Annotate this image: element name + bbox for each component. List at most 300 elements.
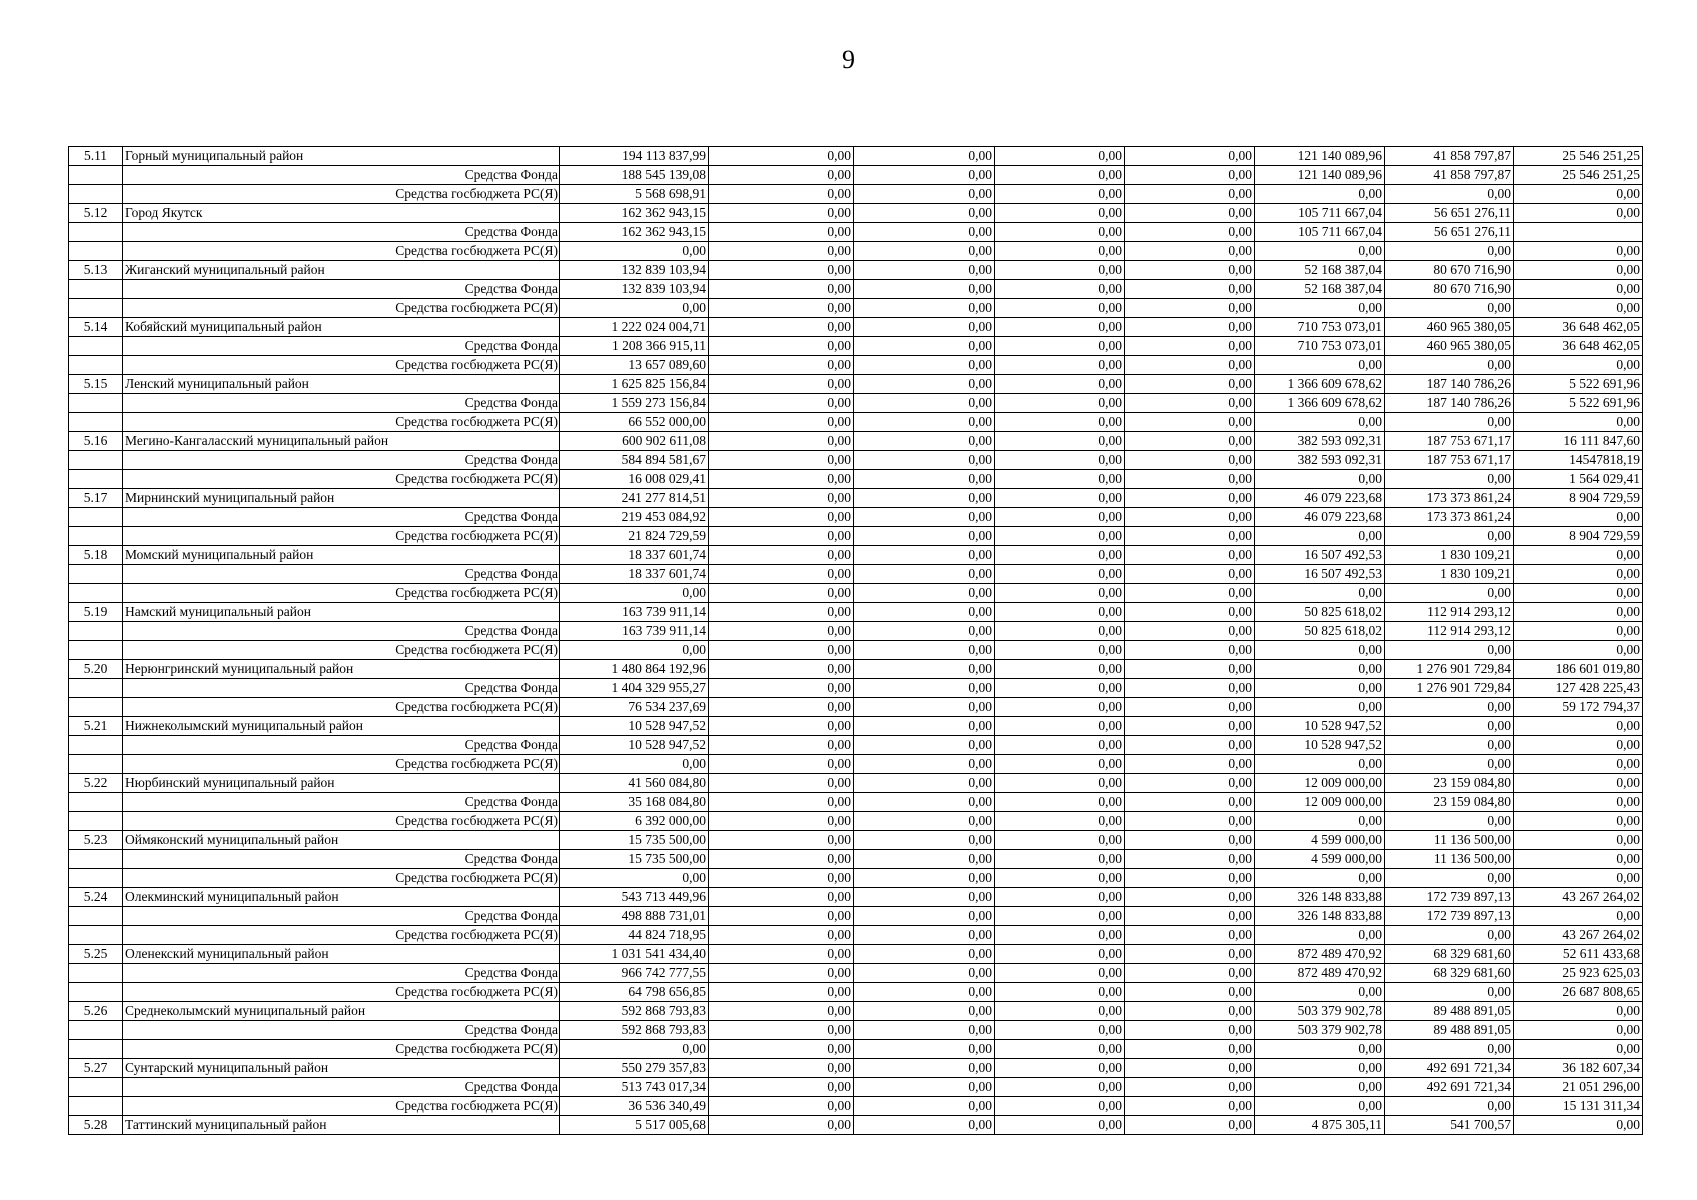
value-cell: 16 008 029,41 [560, 470, 709, 489]
value-cell: 25 546 251,25 [1514, 147, 1643, 166]
row-number: 5.13 [69, 261, 123, 280]
district-name: Ленский муниципальный район [123, 375, 560, 394]
table-subrow [69, 850, 1643, 869]
table-row [69, 1059, 1643, 1078]
row-number [69, 679, 123, 698]
value-cell: 0,00 [995, 280, 1125, 299]
value-cell: 0,00 [1255, 299, 1385, 318]
value-cell: 0,00 [560, 755, 709, 774]
value-cell: 162 362 943,15 [560, 223, 709, 242]
value-cell: 0,00 [1385, 1097, 1514, 1116]
value-cell: 0,00 [709, 1040, 854, 1059]
value-cell: 0,00 [854, 166, 995, 185]
value-cell: 25 546 251,25 [1514, 166, 1643, 185]
value-cell: 0,00 [1125, 831, 1255, 850]
table-subrow [69, 983, 1643, 1002]
row-number: 5.11 [69, 147, 123, 166]
value-cell: 0,00 [1385, 755, 1514, 774]
table-subrow [69, 736, 1643, 755]
value-cell: 0,00 [1125, 660, 1255, 679]
value-cell: 21 051 296,00 [1514, 1078, 1643, 1097]
value-cell: 0,00 [854, 356, 995, 375]
value-cell: 0,00 [995, 622, 1125, 641]
value-cell: 219 453 084,92 [560, 508, 709, 527]
value-cell: 0,00 [709, 831, 854, 850]
value-cell: 0,00 [709, 850, 854, 869]
value-cell: 0,00 [1125, 736, 1255, 755]
value-cell: 0,00 [1514, 1002, 1643, 1021]
row-number [69, 1021, 123, 1040]
value-cell: 0,00 [995, 755, 1125, 774]
value-cell: 0,00 [1125, 375, 1255, 394]
value-cell: 0,00 [1385, 869, 1514, 888]
value-cell: 0,00 [854, 584, 995, 603]
row-number: 5.20 [69, 660, 123, 679]
row-number: 5.14 [69, 318, 123, 337]
value-cell: 0,00 [1125, 356, 1255, 375]
value-cell: 0,00 [1125, 527, 1255, 546]
value-cell: 382 593 092,31 [1255, 432, 1385, 451]
value-cell: 0,00 [1125, 166, 1255, 185]
value-cell: 0,00 [995, 185, 1125, 204]
value-cell: 0,00 [854, 147, 995, 166]
value-cell: 0,00 [995, 299, 1125, 318]
value-cell: 0,00 [1125, 299, 1255, 318]
value-cell: 492 691 721,34 [1385, 1078, 1514, 1097]
value-cell: 0,00 [709, 888, 854, 907]
value-cell: 0,00 [1385, 470, 1514, 489]
value-cell: 0,00 [1125, 204, 1255, 223]
value-cell: 543 713 449,96 [560, 888, 709, 907]
value-cell: 59 172 794,37 [1514, 698, 1643, 717]
value-cell: 0,00 [995, 204, 1125, 223]
value-cell: 0,00 [1255, 983, 1385, 1002]
value-cell: 0,00 [995, 869, 1125, 888]
row-number: 5.17 [69, 489, 123, 508]
value-cell: 5 517 005,68 [560, 1116, 709, 1135]
value-cell: 12 009 000,00 [1255, 793, 1385, 812]
value-cell: 0,00 [1125, 964, 1255, 983]
funding-source-name: Средства госбюджета РС(Я) [123, 1040, 560, 1059]
value-cell: 0,00 [1514, 1116, 1643, 1135]
value-cell: 0,00 [854, 223, 995, 242]
row-number: 5.12 [69, 204, 123, 223]
value-cell: 0,00 [995, 641, 1125, 660]
table-row [69, 204, 1643, 223]
value-cell: 0,00 [995, 1021, 1125, 1040]
value-cell: 0,00 [709, 375, 854, 394]
value-cell: 14547818,19 [1514, 451, 1643, 470]
value-cell: 6 392 000,00 [560, 812, 709, 831]
table-subrow [69, 470, 1643, 489]
value-cell: 0,00 [995, 850, 1125, 869]
table-row [69, 1116, 1643, 1135]
value-cell: 0,00 [1125, 622, 1255, 641]
value-cell: 0,00 [854, 242, 995, 261]
value-cell: 0,00 [995, 698, 1125, 717]
value-cell: 0,00 [854, 717, 995, 736]
value-cell: 710 753 073,01 [1255, 337, 1385, 356]
funding-source-name: Средства госбюджета РС(Я) [123, 983, 560, 1002]
value-cell: 0,00 [709, 147, 854, 166]
value-cell: 0,00 [709, 299, 854, 318]
table-subrow [69, 1021, 1643, 1040]
value-cell: 52 168 387,04 [1255, 261, 1385, 280]
value-cell: 503 379 902,78 [1255, 1002, 1385, 1021]
value-cell: 36 182 607,34 [1514, 1059, 1643, 1078]
value-cell: 0,00 [1255, 660, 1385, 679]
value-cell: 0,00 [709, 983, 854, 1002]
value-cell: 0,00 [1255, 1078, 1385, 1097]
value-cell: 0,00 [995, 660, 1125, 679]
value-cell: 0,00 [1255, 698, 1385, 717]
funding-source-name: Средства госбюджета РС(Я) [123, 926, 560, 945]
value-cell: 0,00 [995, 907, 1125, 926]
value-cell: 0,00 [854, 907, 995, 926]
value-cell: 8 904 729,59 [1514, 489, 1643, 508]
value-cell: 0,00 [709, 622, 854, 641]
value-cell: 0,00 [1125, 603, 1255, 622]
table-subrow [69, 679, 1643, 698]
table-subrow [69, 964, 1643, 983]
value-cell: 498 888 731,01 [560, 907, 709, 926]
row-number [69, 1040, 123, 1059]
funding-source-name: Средства госбюджета РС(Я) [123, 185, 560, 204]
value-cell: 0,00 [854, 679, 995, 698]
value-cell: 1 208 366 915,11 [560, 337, 709, 356]
row-number [69, 793, 123, 812]
value-cell: 550 279 357,83 [560, 1059, 709, 1078]
value-cell: 0,00 [560, 299, 709, 318]
funding-source-name: Средства госбюджета РС(Я) [123, 470, 560, 489]
table-subrow [69, 869, 1643, 888]
table-subrow [69, 1040, 1643, 1059]
value-cell: 0,00 [1125, 185, 1255, 204]
value-cell: 0,00 [1255, 356, 1385, 375]
row-number [69, 166, 123, 185]
table-subrow [69, 280, 1643, 299]
value-cell: 0,00 [854, 660, 995, 679]
value-cell: 0,00 [854, 736, 995, 755]
funding-source-name: Средства госбюджета РС(Я) [123, 299, 560, 318]
table-subrow [69, 641, 1643, 660]
value-cell: 0,00 [1514, 717, 1643, 736]
value-cell: 0,00 [709, 394, 854, 413]
value-cell: 0,00 [560, 1040, 709, 1059]
funding-source-name: Средства госбюджета РС(Я) [123, 869, 560, 888]
row-number [69, 755, 123, 774]
value-cell: 0,00 [709, 470, 854, 489]
value-cell: 0,00 [854, 1040, 995, 1059]
value-cell: 112 914 293,12 [1385, 622, 1514, 641]
value-cell: 16 507 492,53 [1255, 546, 1385, 565]
row-number [69, 280, 123, 299]
value-cell: 1 830 109,21 [1385, 565, 1514, 584]
table-row [69, 489, 1643, 508]
value-cell: 0,00 [854, 755, 995, 774]
value-cell: 0,00 [854, 774, 995, 793]
value-cell: 0,00 [995, 337, 1125, 356]
row-number [69, 641, 123, 660]
value-cell: 0,00 [709, 907, 854, 926]
row-number [69, 926, 123, 945]
value-cell: 0,00 [1514, 508, 1643, 527]
funding-source-name: Средства госбюджета РС(Я) [123, 527, 560, 546]
value-cell: 0,00 [709, 1002, 854, 1021]
value-cell: 127 428 225,43 [1514, 679, 1643, 698]
row-number: 5.16 [69, 432, 123, 451]
table-subrow [69, 223, 1643, 242]
value-cell: 0,00 [854, 964, 995, 983]
value-cell: 0,00 [709, 356, 854, 375]
value-cell: 0,00 [995, 983, 1125, 1002]
value-cell: 0,00 [1514, 850, 1643, 869]
value-cell: 0,00 [1125, 907, 1255, 926]
value-cell: 0,00 [709, 1116, 854, 1135]
table-row [69, 261, 1643, 280]
value-cell: 1 559 273 156,84 [560, 394, 709, 413]
row-number: 5.25 [69, 945, 123, 964]
value-cell: 46 079 223,68 [1255, 489, 1385, 508]
table-row [69, 318, 1643, 337]
value-cell: 26 687 808,65 [1514, 983, 1643, 1002]
value-cell: 0,00 [1125, 565, 1255, 584]
value-cell: 66 552 000,00 [560, 413, 709, 432]
value-cell: 0,00 [854, 489, 995, 508]
value-cell: 0,00 [1514, 356, 1643, 375]
value-cell: 50 825 618,02 [1255, 603, 1385, 622]
value-cell: 5 568 698,91 [560, 185, 709, 204]
value-cell: 0,00 [1514, 584, 1643, 603]
value-cell: 1 564 029,41 [1514, 470, 1643, 489]
row-number [69, 565, 123, 584]
value-cell: 0,00 [1514, 261, 1643, 280]
value-cell: 0,00 [995, 166, 1125, 185]
row-number [69, 869, 123, 888]
value-cell: 0,00 [1125, 337, 1255, 356]
value-cell: 0,00 [1125, 584, 1255, 603]
value-cell: 0,00 [854, 945, 995, 964]
value-cell: 0,00 [709, 698, 854, 717]
value-cell: 0,00 [995, 451, 1125, 470]
value-cell: 0,00 [1514, 1040, 1643, 1059]
value-cell: 0,00 [1514, 565, 1643, 584]
row-number [69, 508, 123, 527]
value-cell: 0,00 [1385, 926, 1514, 945]
value-cell: 172 739 897,13 [1385, 907, 1514, 926]
table-subrow [69, 793, 1643, 812]
table-subrow [69, 584, 1643, 603]
value-cell: 460 965 380,05 [1385, 318, 1514, 337]
table-subrow [69, 755, 1643, 774]
table-subrow [69, 299, 1643, 318]
value-cell: 0,00 [854, 413, 995, 432]
district-name: Мирнинский муниципальный район [123, 489, 560, 508]
funding-source-name: Средства госбюджета РС(Я) [123, 698, 560, 717]
value-cell: 0,00 [995, 147, 1125, 166]
value-cell: 0,00 [1125, 755, 1255, 774]
table-subrow [69, 394, 1643, 413]
value-cell: 0,00 [709, 489, 854, 508]
value-cell: 0,00 [1125, 318, 1255, 337]
value-cell: 10 528 947,52 [1255, 717, 1385, 736]
value-cell: 0,00 [1125, 1002, 1255, 1021]
value-cell: 105 711 667,04 [1255, 223, 1385, 242]
value-cell: 0,00 [995, 394, 1125, 413]
value-cell: 0,00 [1125, 888, 1255, 907]
value-cell: 0,00 [1125, 1040, 1255, 1059]
value-cell: 0,00 [995, 489, 1125, 508]
value-cell: 36 648 462,05 [1514, 318, 1643, 337]
value-cell: 0,00 [1255, 584, 1385, 603]
value-cell: 4 599 000,00 [1255, 850, 1385, 869]
table-subrow [69, 451, 1643, 470]
district-name: Оленекский муниципальный район [123, 945, 560, 964]
funding-source-name: Средства Фонда [123, 166, 560, 185]
table-subrow [69, 242, 1643, 261]
value-cell: 0,00 [854, 983, 995, 1002]
value-cell: 0,00 [709, 736, 854, 755]
value-cell: 0,00 [1125, 280, 1255, 299]
value-cell: 0,00 [709, 641, 854, 660]
row-number [69, 394, 123, 413]
table-row [69, 375, 1643, 394]
district-name: Сунтарский муниципальный район [123, 1059, 560, 1078]
value-cell: 0,00 [854, 394, 995, 413]
funding-source-name: Средства госбюджета РС(Я) [123, 242, 560, 261]
funding-source-name: Средства Фонда [123, 394, 560, 413]
value-cell: 0,00 [560, 242, 709, 261]
district-name: Мегино-Кангаласский муниципальный район [123, 432, 560, 451]
funding-source-name: Средства госбюджета РС(Я) [123, 812, 560, 831]
table-row [69, 831, 1643, 850]
value-cell: 0,00 [709, 812, 854, 831]
value-cell: 0,00 [709, 223, 854, 242]
district-name: Среднеколымский муниципальный район [123, 1002, 560, 1021]
row-number [69, 299, 123, 318]
value-cell: 0,00 [854, 565, 995, 584]
value-cell: 0,00 [995, 736, 1125, 755]
value-cell: 0,00 [709, 261, 854, 280]
value-cell: 10 528 947,52 [1255, 736, 1385, 755]
table-row [69, 945, 1643, 964]
value-cell: 710 753 073,01 [1255, 318, 1385, 337]
funding-source-name: Средства Фонда [123, 280, 560, 299]
value-cell: 121 140 089,96 [1255, 147, 1385, 166]
value-cell: 0,00 [1514, 413, 1643, 432]
value-cell: 0,00 [1125, 793, 1255, 812]
value-cell: 0,00 [854, 850, 995, 869]
value-cell: 0,00 [995, 793, 1125, 812]
district-name: Кобяйский муниципальный район [123, 318, 560, 337]
value-cell: 0,00 [854, 1078, 995, 1097]
funding-source-name: Средства госбюджета РС(Я) [123, 584, 560, 603]
table-row [69, 774, 1643, 793]
value-cell: 163 739 911,14 [560, 603, 709, 622]
value-cell: 46 079 223,68 [1255, 508, 1385, 527]
row-number [69, 451, 123, 470]
value-cell: 0,00 [854, 508, 995, 527]
value-cell: 0,00 [1514, 603, 1643, 622]
value-cell: 0,00 [1385, 983, 1514, 1002]
value-cell: 0,00 [1385, 698, 1514, 717]
value-cell: 0,00 [1255, 755, 1385, 774]
table-row [69, 147, 1643, 166]
funding-source-name: Средства Фонда [123, 736, 560, 755]
value-cell: 0,00 [1385, 1040, 1514, 1059]
value-cell: 36 536 340,49 [560, 1097, 709, 1116]
value-cell [1514, 223, 1643, 242]
value-cell: 0,00 [854, 299, 995, 318]
value-cell: 121 140 089,96 [1255, 166, 1385, 185]
value-cell: 503 379 902,78 [1255, 1021, 1385, 1040]
value-cell: 0,00 [854, 1002, 995, 1021]
value-cell: 0,00 [1125, 812, 1255, 831]
value-cell: 0,00 [854, 337, 995, 356]
value-cell: 0,00 [995, 1078, 1125, 1097]
value-cell: 872 489 470,92 [1255, 964, 1385, 983]
value-cell: 0,00 [995, 1116, 1125, 1135]
value-cell: 0,00 [709, 774, 854, 793]
district-name: Нижнеколымский муниципальный район [123, 717, 560, 736]
table-subrow [69, 527, 1643, 546]
value-cell: 0,00 [1385, 584, 1514, 603]
row-number [69, 907, 123, 926]
value-cell: 0,00 [995, 679, 1125, 698]
row-number [69, 356, 123, 375]
value-cell: 0,00 [995, 926, 1125, 945]
value-cell: 0,00 [1514, 812, 1643, 831]
value-cell: 0,00 [1514, 546, 1643, 565]
district-name: Момский муниципальный район [123, 546, 560, 565]
value-cell: 41 858 797,87 [1385, 147, 1514, 166]
value-cell: 0,00 [1514, 736, 1643, 755]
value-cell: 173 373 861,24 [1385, 489, 1514, 508]
funding-source-name: Средства Фонда [123, 1078, 560, 1097]
value-cell: 0,00 [995, 508, 1125, 527]
value-cell: 0,00 [1125, 1097, 1255, 1116]
value-cell: 0,00 [1514, 622, 1643, 641]
value-cell: 80 670 716,90 [1385, 261, 1514, 280]
funding-source-name: Средства Фонда [123, 1021, 560, 1040]
value-cell: 0,00 [709, 660, 854, 679]
value-cell: 0,00 [854, 185, 995, 204]
value-cell: 0,00 [709, 793, 854, 812]
district-name: Оймяконский муниципальный район [123, 831, 560, 850]
value-cell: 0,00 [709, 318, 854, 337]
value-cell: 162 362 943,15 [560, 204, 709, 223]
value-cell: 0,00 [1514, 869, 1643, 888]
value-cell: 0,00 [1125, 489, 1255, 508]
value-cell: 0,00 [709, 337, 854, 356]
row-number [69, 622, 123, 641]
table-subrow [69, 1078, 1643, 1097]
value-cell: 0,00 [995, 964, 1125, 983]
value-cell: 0,00 [995, 261, 1125, 280]
row-number: 5.18 [69, 546, 123, 565]
value-cell: 0,00 [995, 603, 1125, 622]
value-cell: 194 113 837,99 [560, 147, 709, 166]
value-cell: 1 830 109,21 [1385, 546, 1514, 565]
row-number [69, 584, 123, 603]
value-cell: 1 625 825 156,84 [560, 375, 709, 394]
value-cell: 0,00 [854, 546, 995, 565]
value-cell: 0,00 [709, 1021, 854, 1040]
table-subrow [69, 337, 1643, 356]
value-cell: 89 488 891,05 [1385, 1002, 1514, 1021]
value-cell: 0,00 [1385, 641, 1514, 660]
value-cell: 0,00 [709, 1059, 854, 1078]
